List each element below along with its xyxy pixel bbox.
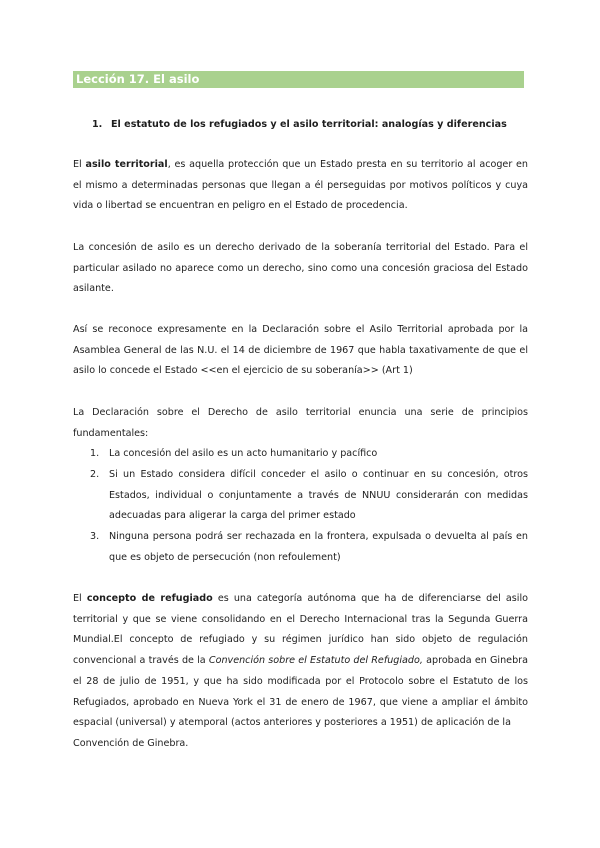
paragraph-concepto-refugiado — [73, 589, 528, 755]
paragraph-principios-intro: La Declaración sobre el Derecho de asilo territorial enuncia una serie de principios fundamentales: — [73, 407, 528, 439]
list-item-number: 1. — [90, 448, 100, 459]
list-item-text: La concesión del asilo es un acto humanitario y pacífico — [109, 448, 378, 459]
section-heading — [92, 119, 522, 130]
list-item — [90, 527, 528, 568]
paragraph-text: Convención de Ginebra. — [73, 737, 189, 749]
term-concepto-refugiado: concepto de refugiado — [86, 593, 213, 604]
paragraph-lead: El — [73, 593, 87, 604]
paragraph-text: aprobada en Ginebra el 28 de julio de 1951, y que ha sido modificada por el Protocolo sobre el Estatuto de los Refugiados, aprobado en Nueva York el 31 de enero de 1967, que viene a ampliar el ámbito espacial (universal) y atemporal (actos anteriores y posteriores a 1951) de aplicación de la — [73, 655, 528, 729]
convention-title: Convención sobre el Estatuto del Refugiado, — [208, 655, 423, 667]
list-item-text: Si un Estado considera difícil conceder el asilo o continuar en su concesión, otros Estados, individual o conjuntamente a través de NNUU considerarán con medidas adecuadas para aligerar la carga del primer estado — [109, 469, 528, 522]
list-item-number: 2. — [90, 469, 100, 480]
list-item — [90, 465, 528, 527]
paragraph-text: es una categoría autónoma que ha de diferenciarse del asilo territorial y que se viene consolidando en el Derecho Internacional tras la Segunda Guerra Mundial.El concepto de refugiado y su régimen jurídico han sido objeto de regulación convencional a través de la — [73, 593, 528, 667]
paragraph-concesion-asilo: La concesión de asilo es un derecho derivado de la soberanía territorial del Estado. Para el particular asilado no aparece como un derecho, sino como una concesión graciosa del Estado asilante. — [73, 242, 528, 295]
paragraph-text: , es aquella protección que un Estado presta en su territorio al acoger en el mismo a determinadas personas que llegan a él perseguidas por motivos políticos y cuya vida o libertad se encuentran en peligro en el Estado de procedencia. — [73, 159, 529, 212]
lesson-title-bar — [73, 71, 524, 88]
lesson-title: Lección 17. El asilo — [76, 72, 200, 86]
term-asilo-territorial: asilo territorial — [85, 159, 168, 170]
paragraph-lead: El — [73, 159, 86, 170]
list-item-number: 3. — [90, 531, 100, 542]
paragraph-asilo-territorial — [73, 155, 528, 217]
paragraph-declaracion-asilo: Así se reconoce expresamente en la Declaración sobre el Asilo Territorial aprobada por la Asamblea General de las N.U. el 14 de diciembre de 1967 que habla taxativamente de que el asilo lo concede el Estado <<en el ejercicio de su soberanía>> (Art 1) — [73, 324, 528, 377]
section-number: 1. — [92, 119, 103, 130]
list-item-text: Ninguna persona podrá ser rechazada en la frontera, expulsada o devuelta al país en que es objeto de persecución (non refoulement) — [109, 531, 528, 563]
list-item — [90, 444, 528, 465]
section-heading-text: El estatuto de los refugiados y el asilo territorial: analogías y diferencias — [111, 119, 507, 130]
